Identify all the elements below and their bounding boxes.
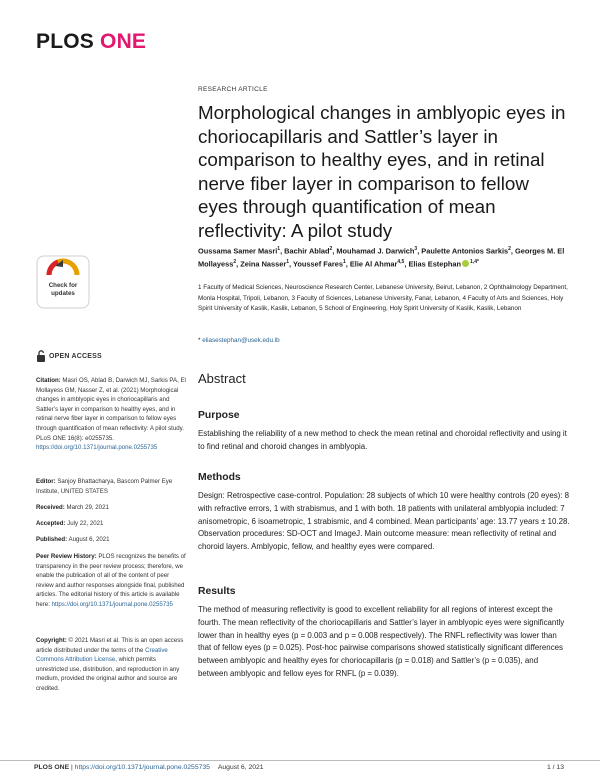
author-affil: 1 [277,246,281,252]
license-link[interactable]: Creative Commons Attribution License [36,646,168,664]
peer-review-link[interactable]: https://doi.org/10.1371/journal.pone.0255735 [51,600,173,608]
affiliation: 1 Faculty of Medical Sciences, Neuroscience Research Center, Lebanese University, Beirut, Lebanon, [198,284,483,291]
affiliation: 3 Faculty of Sciences, Lebanese University, Fanar, Lebanon, [291,294,461,302]
page-footer [34,764,264,771]
peer-review-block [36,552,186,610]
author-affil: 4,5 [397,258,405,265]
author-name: , Zeina Nasser [236,259,287,269]
author-name: , Bachir Ablad [280,246,330,256]
copyright-text: © 2021 Masri et al. This is an open access article distributed under the terms of the [36,637,184,654]
page-number: 1 / 13 [546,764,564,771]
affiliation: 4 Faculty of Arts and Sciences, Holy Spirit University of Kaslik, Kaslik, Lebanon, [198,294,564,313]
affiliation: 2 Ophthalmology Department, Monla Hospital, Tripoli, Lebanon, [198,284,568,302]
purpose-heading: Purpose [198,410,240,421]
accepted-block [36,519,186,529]
author-affil: 1,4 [470,258,477,265]
citation-label: Citation: [36,377,61,384]
author-name: , Georges M. El Mollayess [198,246,565,269]
author-list [198,244,566,270]
abstract-heading: Abstract [198,371,246,386]
article-type: RESEARCH ARTICLE [198,86,268,93]
published-label: Published: [36,536,68,543]
email-star: * [198,337,201,344]
footer-date: August 6, 2021 [217,764,264,771]
affiliation: 5 School of Engineering, Holy Spirit University of Kaslik, Kaslik, Lebanon [319,305,522,313]
author-affil: 3 [414,246,418,252]
footer-doi-link[interactable]: https://doi.org/10.1371/journal.pone.0255735 [74,764,210,771]
author-affil: 2 [508,246,511,252]
received-date: March 29, 2021 [66,504,109,511]
corresponding-email [198,337,280,344]
editor-text: Sanjoy Bhattacharya, Bascom Palmer Eye Institute, UNITED STATES [36,478,173,495]
author-name: , Paulette Antonios Sarkis [417,246,509,256]
editor-label: Editor: [36,478,56,485]
corresponding-star: * [476,258,479,265]
peer-review-text: PLOS recognizes the benefits of transparency in the peer review process; therefore, we enable the publication of all of the content of peer review and author responses alongside final, published articles. The editorial history of this article is available here: [36,553,186,608]
open-lock-icon [36,350,46,362]
check-for-updates-label [38,282,88,298]
check-line1: Check for [48,282,78,289]
citation-block [36,376,186,453]
open-access-label: OPEN ACCESS [49,353,102,360]
affiliations [198,283,570,315]
footer-separator: | [69,764,75,771]
journal-name-part1: PLOS [36,30,94,53]
footer-journal: PLOS ONE [34,764,70,771]
peer-review-label: Peer Review History: [36,553,97,560]
author-name: , Elias Estephan [404,259,462,269]
accepted-date: July 22, 2021 [67,520,104,527]
results-text: The method of measuring reflectivity is good to excellent reliability for all regions of interest except the fourth. The mean reflectivity of the choriocapillaris and Sattler’s layer in amblyopic eyes were significantly lower than in healthy eyes (p = 0.003 and p = 0.008 respectively). The RNFL reflectivity was lower than that of fellow eyes (p = 0.025). Post-hoc pairwise comparisons showed statistically significant differences between amblyopic and healthy eyes for choriocapillaris (p = 0.018) and Sattler’s (p = 0.035), and between amblyopic and fellow eyes for RNFL (p = 0.039). [198,605,565,678]
author-name: , Youssef Fares [289,259,343,269]
journal-logo [36,30,146,54]
results-heading: Results [198,586,236,597]
author-name: , Mouhamad J. Darwich [332,246,415,256]
author-affil: 1 [342,258,346,265]
methods-heading: Methods [198,472,241,483]
author-affil: 2 [233,258,237,265]
copyright-label: Copyright: [36,637,67,644]
email-link[interactable]: eliasestephan@usek.edu.lb [202,337,280,344]
copyright-block [36,636,186,694]
author-affil: 1 [286,258,290,265]
published-date: August 6, 2021 [68,536,110,543]
check-line2: updates [51,290,75,297]
author-name: , Elie Al Ahmar [345,259,398,269]
published-block [36,535,186,545]
author-affil: 2 [329,246,333,252]
orcid-icon[interactable] [462,260,469,267]
purpose-text: Establishing the reliability of a new method to check the mean retinal and choroidal reflectivity and using it to find retinal and choroid changes in amblyopia. [198,429,567,451]
accepted-label: Accepted: [36,520,66,527]
copyright-text-2: , which permits unrestricted use, distribution, and reproduction in any medium, provided the original author and source are credited. [36,656,180,692]
journal-name-part2: ONE [100,30,147,53]
editor-block [36,477,186,496]
footer-divider [0,760,600,761]
author-name: Oussama Samer Masri [198,246,278,256]
citation-text: Masri OS, Ablad B, Darwich MJ, Sarkis PA, El Mollayess GM, Nasser Z, et al. (2021) Morphological changes in amblyopic eyes in choriocapillaris and Sattler’s layer in comparison to healthy eyes, and in retinal nerve fiber layer in comparison to fellow eyes through quantification of mean reflectivity: A pilot study. PLoS ONE 16(8): e0255735. [36,377,186,442]
article-title: Morphological changes in amblyopic eyes in choriocapillaris and Sattler’s layer in comparison to healthy eyes, and in retinal nerve fiber layer in comparison to fellow eyes through quantification of mean reflectivity: A pilot study [198,102,566,241]
received-block [36,503,186,513]
citation-doi-link[interactable]: https://doi.org/10.1371/journal.pone.0255735 [36,444,158,452]
received-label: Received: [36,504,65,511]
methods-text: Design: Retrospective case-control. Population: 28 subjects of which 10 were healthy controls (20 eyes): 8 with refractive errors, 1 with strabismus, and 1 with both. 18 patients with unilateral amblyopia included: 7 anisometropic, 6 isoametropic, 1 strabismic, and 4 combined. Mean participants’ age: 13.77 years ± 10.28. Observation procedures: SD-OCT and ImageJ. Main outcome measure: mean reflectivity of retinal and choroid layers. Amblyopic, fellow, and healthy eyes were compared. [198,491,570,552]
